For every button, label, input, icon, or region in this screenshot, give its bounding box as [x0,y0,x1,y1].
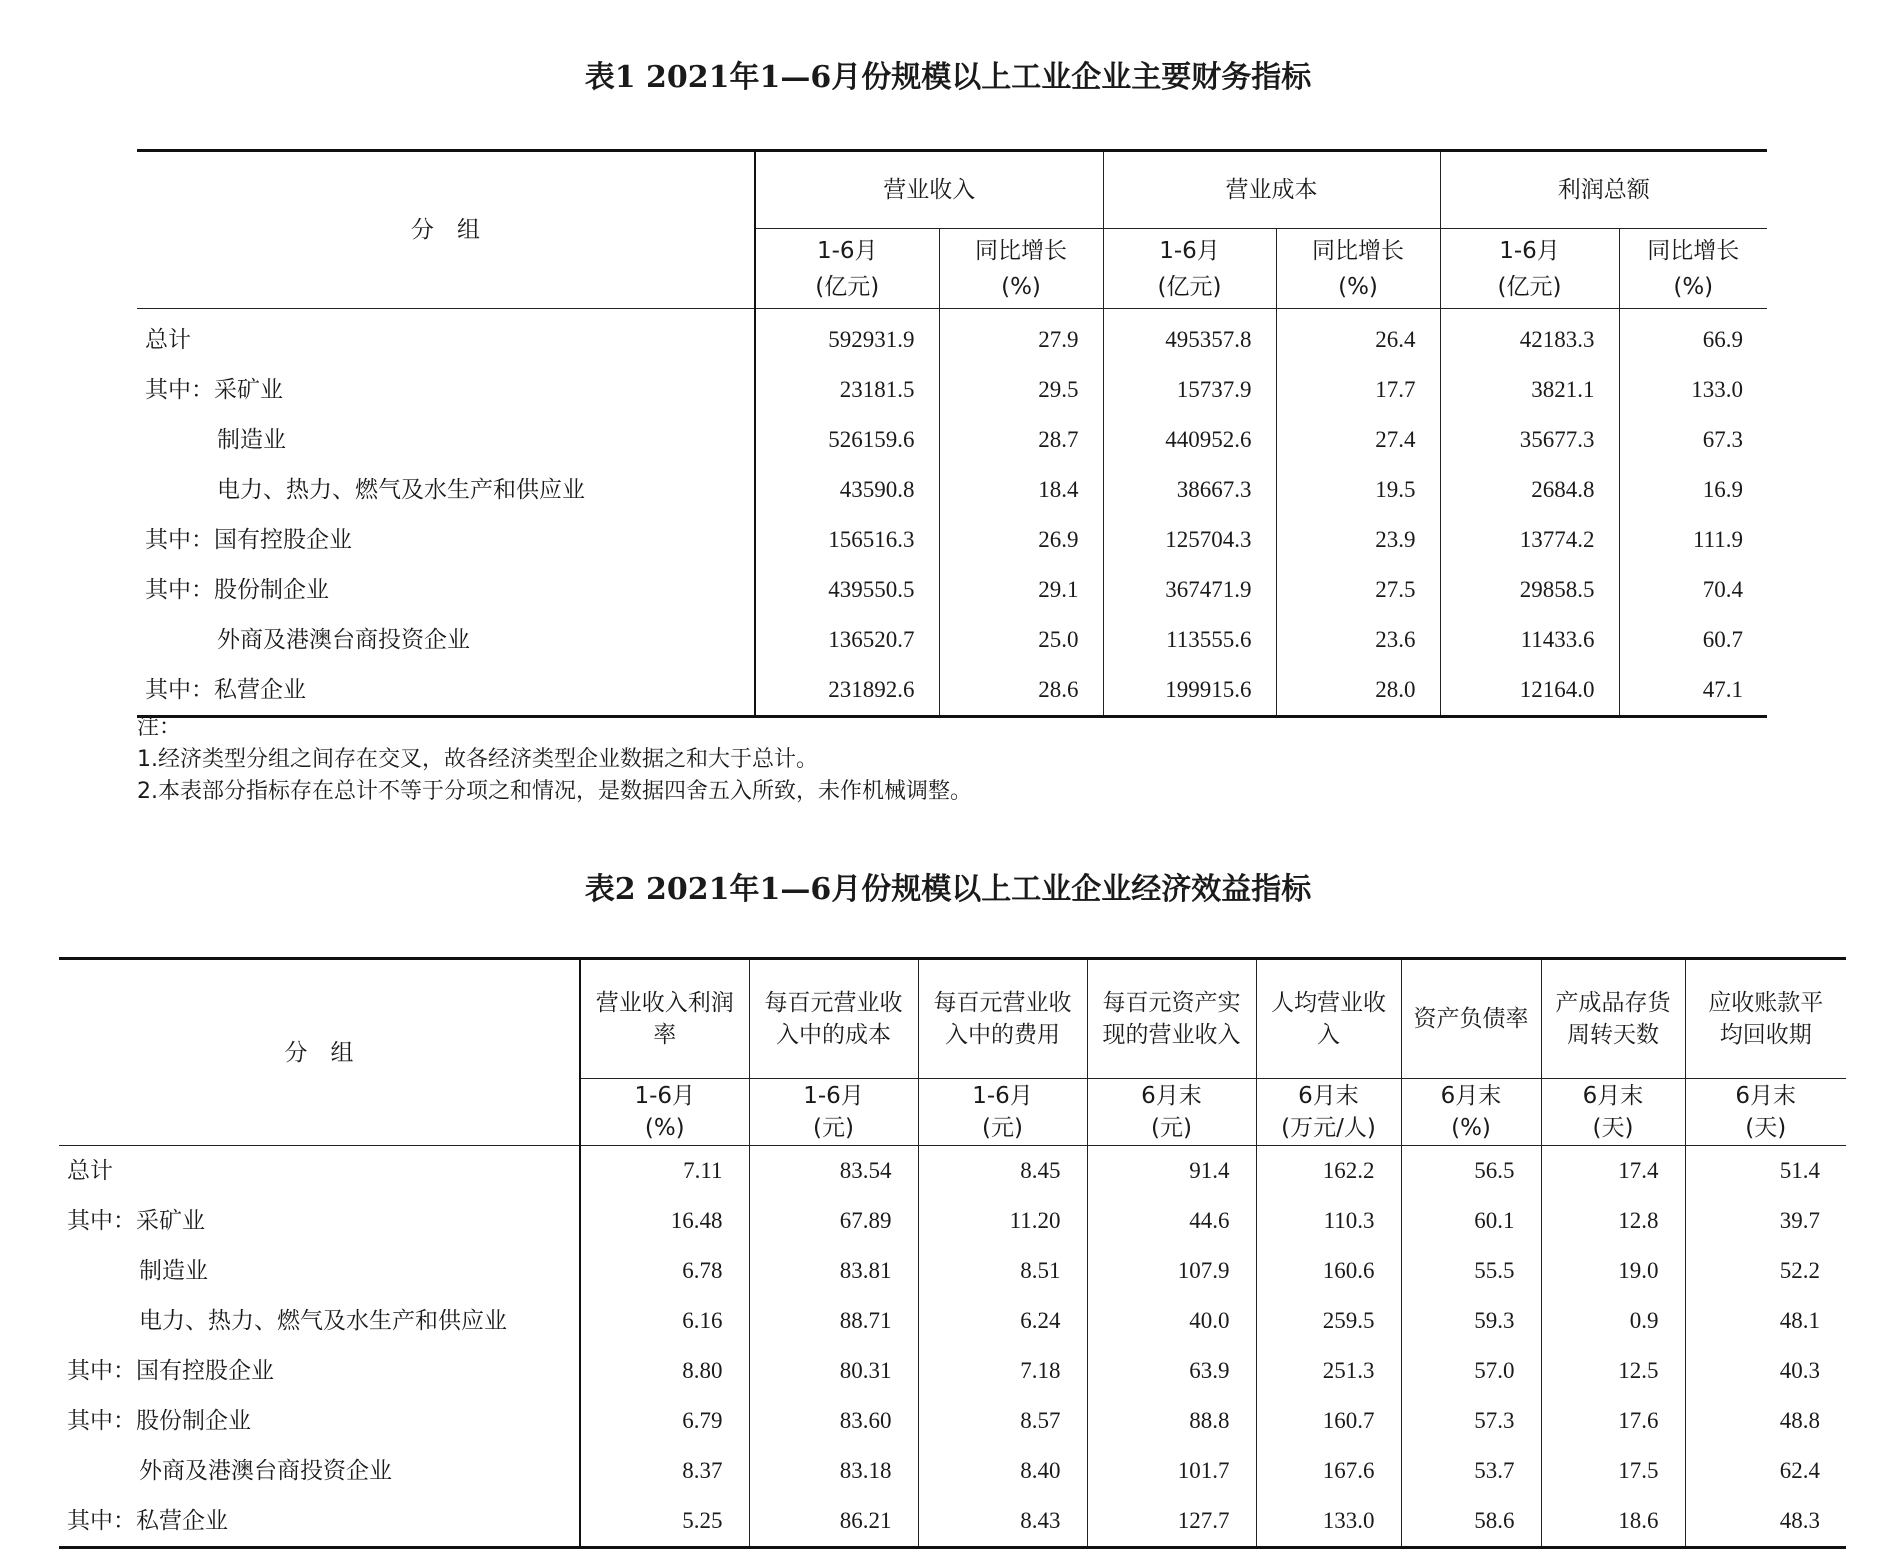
table-cell-value: 48.3 [1685,1496,1846,1548]
row-name: 国有控股企业 [136,1358,274,1384]
table-cell-value: 160.7 [1256,1396,1401,1446]
table-cell-value: 136520.7 [755,615,939,665]
table-cell-value: 60.1 [1401,1196,1541,1246]
subheader-unit: (%) [1338,273,1378,300]
header-line1: 人均营业收 [1271,990,1386,1016]
table-row [137,309,1767,366]
table-cell-value: 27.9 [939,309,1103,366]
table-cell-value: 6.16 [580,1296,749,1346]
header-line1: 每百元营业收 [933,990,1072,1016]
table-cell-value: 44.6 [1087,1196,1256,1246]
header-line2: 入中的费用 [945,1022,1060,1048]
table-cell-value: 367471.9 [1103,565,1276,615]
row-name: 采矿业 [136,1208,205,1234]
row-prefix: 其中： [145,377,214,403]
table1-subheader [1619,229,1767,309]
table-cell-value: 58.6 [1401,1496,1541,1548]
table-cell-value: 26.4 [1276,309,1440,366]
note-1: 1.经济类型分组之间存在交叉，故各经济类型企业数据之和大于总计。 [137,747,818,772]
table-row [137,365,1767,415]
table-cell-value: 13774.2 [1440,515,1619,565]
subheader-unit: (亿元) [1497,273,1562,300]
table-cell-value: 3821.1 [1440,365,1619,415]
table-cell-value: 42183.3 [1440,309,1619,366]
table-cell-value: 19.5 [1276,465,1440,515]
table2-column-header [1401,959,1541,1079]
table-cell-value: 12.5 [1541,1346,1685,1396]
table-row [59,1296,1846,1346]
table-cell-value: 88.8 [1087,1396,1256,1446]
row-label [137,309,755,366]
table-cell-value: 66.9 [1619,309,1767,366]
unit-measure: (天) [1745,1115,1787,1141]
table2-unit-header [1685,1079,1846,1146]
table-cell-value: 2684.8 [1440,465,1619,515]
table-cell-value: 83.18 [749,1446,918,1496]
table-cell-value: 67.3 [1619,415,1767,465]
table-row [59,1196,1846,1246]
table-cell-value: 67.89 [749,1196,918,1246]
table-row [137,515,1767,565]
table-cell-value: 88.71 [749,1296,918,1346]
row-label [59,1446,580,1496]
table-cell-value: 29.1 [939,565,1103,615]
table1-subheader [1440,229,1619,309]
table-cell-value: 62.4 [1685,1446,1846,1496]
table1-subheader [1276,229,1440,309]
table-cell-value: 101.7 [1087,1446,1256,1496]
table-cell-value: 19.0 [1541,1246,1685,1296]
table-cell-value: 23181.5 [755,365,939,415]
table1-subheader [755,229,939,309]
table-cell-value: 133.0 [1256,1496,1401,1548]
row-name: 私营企业 [136,1508,228,1534]
table-cell-value: 17.6 [1541,1396,1685,1446]
unit-measure: (万元/人) [1281,1115,1376,1141]
row-label [137,565,755,615]
table-cell-value: 38667.3 [1103,465,1276,515]
row-name: 采矿业 [214,377,283,403]
header-line2: 周转天数 [1567,1022,1659,1048]
table2-unit-header [1401,1079,1541,1146]
table-cell-value: 27.4 [1276,415,1440,465]
table-cell-value: 59.3 [1401,1296,1541,1346]
table-cell-value: 47.1 [1619,665,1767,717]
subheader-line1: 1-6月 [816,237,878,264]
table-row [137,565,1767,615]
table2-column-header [749,959,918,1079]
row-name: 国有控股企业 [214,527,352,553]
table-cell-value: 29.5 [939,365,1103,415]
header-line2: 现的营业收入 [1102,1022,1241,1048]
row-prefix: 其中： [67,1358,136,1384]
table-cell-value: 16.9 [1619,465,1767,515]
table-cell-value: 107.9 [1087,1246,1256,1296]
table2-group-header: 分 组 [284,1039,354,1066]
table-cell-value: 6.24 [918,1296,1087,1346]
table-cell-value: 111.9 [1619,515,1767,565]
header-line1: 资产负债率 [1413,1006,1529,1032]
table-cell-value: 8.37 [580,1446,749,1496]
table-cell-value: 83.60 [749,1396,918,1446]
table-cell-value: 91.4 [1087,1146,1256,1197]
table-cell-value: 55.5 [1401,1246,1541,1296]
table2-column-header [918,959,1087,1079]
table1-group-header: 分 组 [411,217,480,243]
row-label [137,665,755,717]
table-cell-value: 23.9 [1276,515,1440,565]
table-cell-value: 439550.5 [755,565,939,615]
table-cell-value: 127.7 [1087,1496,1256,1548]
row-label [137,465,755,515]
unit-period: 6月末 [1440,1083,1502,1109]
table-cell-value: 83.54 [749,1146,918,1197]
table-cell-value: 48.1 [1685,1296,1846,1346]
table2-unit-header [580,1079,749,1146]
table-row [137,465,1767,515]
table-cell-value: 8.45 [918,1146,1087,1197]
table-cell-value: 526159.6 [755,415,939,465]
table-cell-value: 8.40 [918,1446,1087,1496]
table-cell-value: 25.0 [939,615,1103,665]
table2-unit-header [1541,1079,1685,1146]
table-cell-value: 28.7 [939,415,1103,465]
table-cell-value: 11.20 [918,1196,1087,1246]
table-cell-value: 8.80 [580,1346,749,1396]
table1-subheader [939,229,1103,309]
table-cell-value: 162.2 [1256,1146,1401,1197]
row-name: 私营企业 [214,677,306,703]
table-cell-value: 48.8 [1685,1396,1846,1446]
row-prefix: 其中： [145,677,214,703]
table-cell-value: 39.7 [1685,1196,1846,1246]
table-cell-value: 63.9 [1087,1346,1256,1396]
row-label [59,1146,580,1197]
table-cell-value: 7.11 [580,1146,749,1197]
table-cell-value: 26.9 [939,515,1103,565]
table2-unit-header [749,1079,918,1146]
header-line1: 每百元资产实 [1102,990,1241,1016]
row-label [59,1196,580,1246]
header-line1: 产成品存货 [1555,990,1671,1016]
table-row [137,415,1767,465]
table2-column-header [1685,959,1846,1079]
table-cell-value: 133.0 [1619,365,1767,415]
table-cell-value: 23.6 [1276,615,1440,665]
table-cell-value: 231892.6 [755,665,939,717]
table1-notes [137,712,972,808]
table1-header-revenue: 营业收入 [755,151,1103,229]
table-cell-value: 259.5 [1256,1296,1401,1346]
subheader-line1: 1-6月 [1499,237,1560,264]
row-label [137,515,755,565]
table-cell-value: 0.9 [1541,1296,1685,1346]
table-row [59,1396,1846,1446]
table1-financial-indicators [137,149,1767,718]
notes-label: 注： [137,715,182,740]
unit-measure: (%) [1451,1115,1491,1141]
unit-measure: (%) [644,1115,685,1141]
table-cell-value: 51.4 [1685,1146,1846,1197]
table-cell-value: 18.4 [939,465,1103,515]
header-line2: 率 [653,1022,677,1048]
table1-title: 表1 2021年1—6月份规模以上工业企业主要财务指标 [584,60,1312,95]
table-cell-value: 28.0 [1276,665,1440,717]
table-cell-value: 12164.0 [1440,665,1619,717]
unit-period: 6月末 [1141,1083,1202,1109]
table-cell-value: 16.48 [580,1196,749,1246]
table-cell-value: 43590.8 [755,465,939,515]
unit-period: 6月末 [1582,1083,1644,1109]
unit-measure: (天) [1592,1115,1634,1141]
table-cell-value: 8.43 [918,1496,1087,1548]
table-cell-value: 440952.6 [1103,415,1276,465]
table-cell-value: 6.78 [580,1246,749,1296]
table-cell-value: 15737.9 [1103,365,1276,415]
row-label [137,415,755,465]
table-row [137,665,1767,717]
unit-period: 1-6月 [803,1083,864,1109]
table-cell-value: 86.21 [749,1496,918,1548]
unit-period: 6月末 [1735,1083,1797,1109]
table-row [137,615,1767,665]
note-2: 2.本表部分指标存在总计不等于分项之和情况，是数据四舍五入所致，未作机械调整。 [137,779,972,804]
row-name: 外商及港澳台商投资企业 [139,1458,392,1484]
table2-column-header [1087,959,1256,1079]
table2-column-header [580,959,749,1079]
table1-header-profit: 利润总额 [1440,151,1767,229]
table-cell-value: 199915.6 [1103,665,1276,717]
table-cell-value: 125704.3 [1103,515,1276,565]
row-prefix: 总计 [67,1158,113,1184]
row-name: 制造业 [139,1258,208,1284]
unit-period: 6月末 [1298,1083,1359,1109]
table-cell-value: 83.81 [749,1246,918,1296]
table-cell-value: 18.6 [1541,1496,1685,1548]
header-line1: 每百元营业收 [764,990,903,1016]
table-row [59,1246,1846,1296]
table2-column-header [1256,959,1401,1079]
table-cell-value: 57.0 [1401,1346,1541,1396]
unit-period: 1-6月 [634,1083,696,1109]
table-row [59,1346,1846,1396]
table-cell-value: 156516.3 [755,515,939,565]
table-cell-value: 592931.9 [755,309,939,366]
table-cell-value: 113555.6 [1103,615,1276,665]
table-cell-value: 8.57 [918,1396,1087,1446]
subheader-unit: (亿元) [815,273,880,300]
table-row [59,1146,1846,1197]
unit-measure: (元) [813,1115,854,1141]
table-cell-value: 60.7 [1619,615,1767,665]
subheader-unit: (%) [1673,273,1714,300]
row-name: 股份制企业 [214,577,329,603]
table-cell-value: 17.7 [1276,365,1440,415]
row-label [137,615,755,665]
header-line2: 均回收期 [1719,1022,1812,1048]
table2-efficiency-indicators [59,957,1846,1549]
table-cell-value: 8.51 [918,1246,1087,1296]
table2-title: 表2 2021年1—6月份规模以上工业企业经济效益指标 [584,872,1312,907]
unit-measure: (元) [1151,1115,1192,1141]
row-prefix: 其中： [145,527,214,553]
table-cell-value: 11433.6 [1440,615,1619,665]
table-cell-value: 35677.3 [1440,415,1619,465]
row-name: 电力、热力、燃气及水生产和供应业 [217,477,585,503]
row-label [59,1246,580,1296]
subheader-line1: 同比增长 [1312,237,1404,264]
table-cell-value: 5.25 [580,1496,749,1548]
header-line2: 入中的成本 [776,1022,891,1048]
header-line1: 应收账款平 [1708,990,1824,1016]
table-cell-value: 110.3 [1256,1196,1401,1246]
table-row [59,1496,1846,1548]
row-prefix: 其中： [67,1508,136,1534]
table2-column-header [1541,959,1685,1079]
row-prefix: 其中： [145,577,214,603]
unit-period: 1-6月 [972,1083,1033,1109]
row-prefix: 总计 [145,327,191,353]
row-label [59,1346,580,1396]
table-cell-value: 40.0 [1087,1296,1256,1346]
table-cell-value: 40.3 [1685,1346,1846,1396]
table-cell-value: 251.3 [1256,1346,1401,1396]
header-line2: 入 [1317,1022,1340,1048]
subheader-unit: (%) [1001,273,1041,300]
table-cell-value: 57.3 [1401,1396,1541,1446]
row-name: 股份制企业 [136,1408,251,1434]
header-line1: 营业收入利润 [595,990,734,1016]
row-name: 电力、热力、燃气及水生产和供应业 [139,1308,507,1334]
table-cell-value: 27.5 [1276,565,1440,615]
table-cell-value: 28.6 [939,665,1103,717]
subheader-unit: (亿元) [1157,273,1222,300]
table-cell-value: 53.7 [1401,1446,1541,1496]
table1-header-cost: 营业成本 [1103,151,1440,229]
table-cell-value: 7.18 [918,1346,1087,1396]
table-cell-value: 80.31 [749,1346,918,1396]
table-cell-value: 6.79 [580,1396,749,1446]
row-name: 外商及港澳台商投资企业 [217,627,470,653]
row-label [59,1496,580,1548]
row-label [59,1296,580,1346]
table-row [59,1446,1846,1496]
row-label [137,365,755,415]
table-cell-value: 70.4 [1619,565,1767,615]
unit-measure: (元) [982,1115,1023,1141]
row-label [59,1396,580,1446]
table1-subheader [1103,229,1276,309]
table-cell-value: 29858.5 [1440,565,1619,615]
table2-unit-header [918,1079,1087,1146]
subheader-line1: 同比增长 [975,237,1067,264]
table-cell-value: 167.6 [1256,1446,1401,1496]
table2-unit-header [1087,1079,1256,1146]
table2-unit-header [1256,1079,1401,1146]
row-prefix: 其中： [67,1208,136,1234]
table-cell-value: 56.5 [1401,1146,1541,1197]
row-name: 制造业 [217,427,286,453]
subheader-line1: 同比增长 [1647,237,1740,264]
table-cell-value: 12.8 [1541,1196,1685,1246]
table-cell-value: 160.6 [1256,1246,1401,1296]
table-cell-value: 17.4 [1541,1146,1685,1197]
table-cell-value: 17.5 [1541,1446,1685,1496]
table-cell-value: 52.2 [1685,1246,1846,1296]
subheader-line1: 1-6月 [1159,237,1220,264]
row-prefix: 其中： [67,1408,136,1434]
table-cell-value: 495357.8 [1103,309,1276,366]
